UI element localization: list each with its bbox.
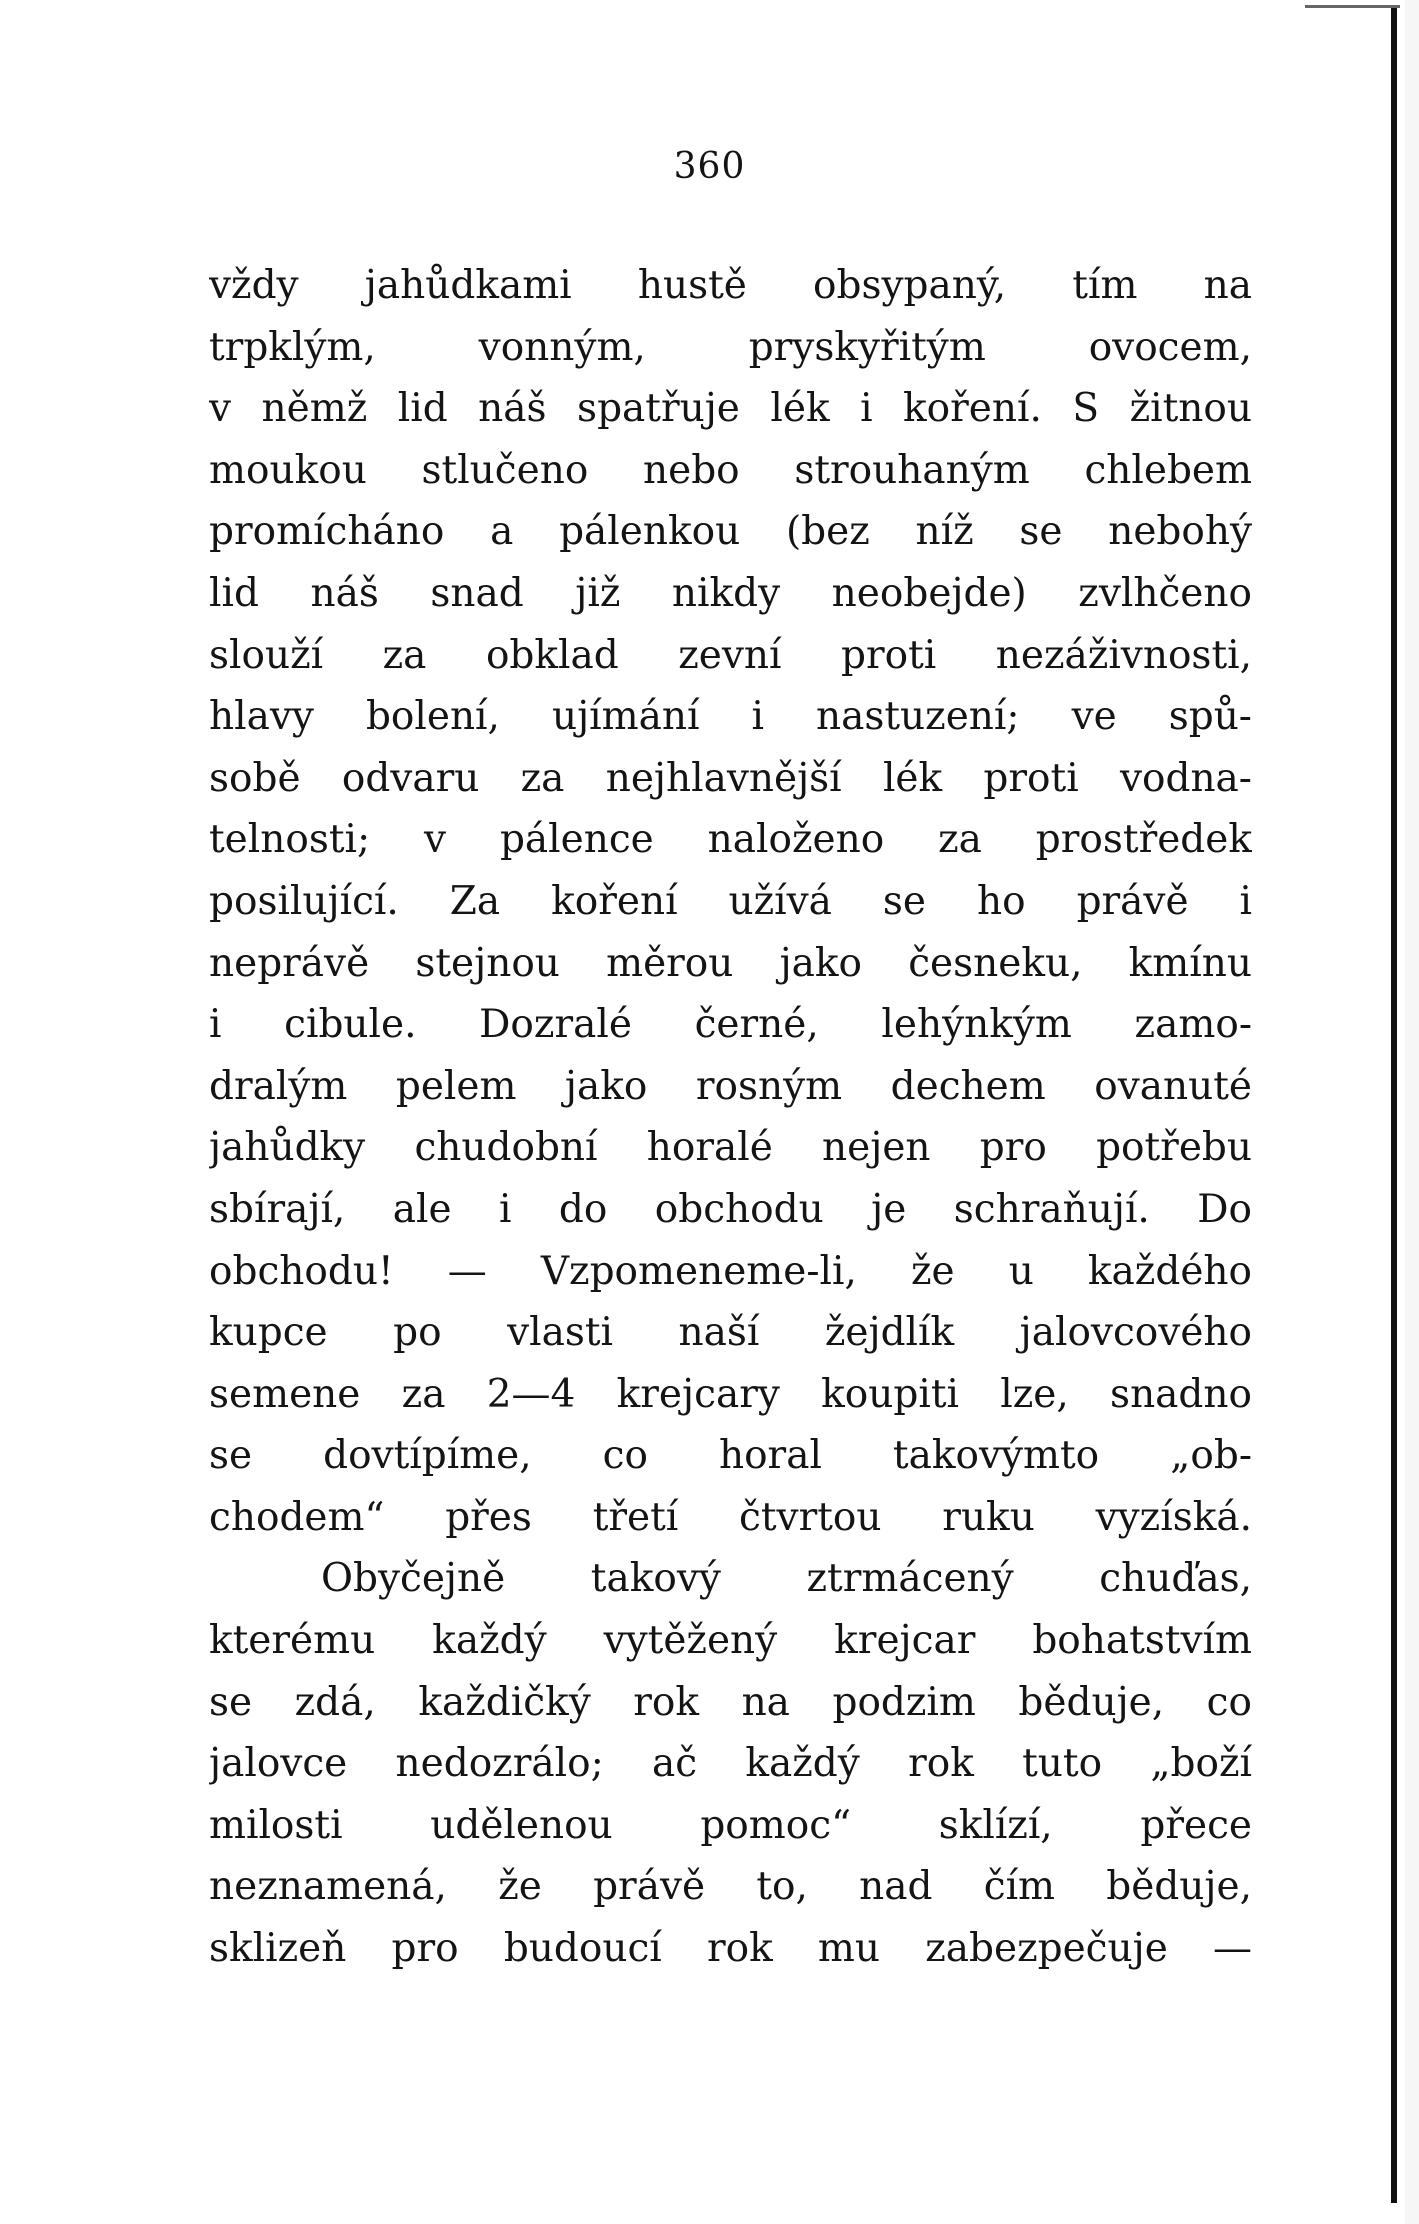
- text-line: neprávě stejnou měrou jako česneku, kmínu: [209, 940, 1252, 986]
- text-line: telnosti; v pálence naloženo za prostředek: [209, 817, 1252, 863]
- text-line: promícháno a pálenkou (bez níž se nebohý: [209, 509, 1252, 555]
- text-line: chodem“ přes třetí čtvrtou ruku vyzíská.: [209, 1494, 1252, 1540]
- text-line: semene za 2—4 krejcary koupiti lze, snadno: [209, 1371, 1252, 1417]
- text-line: vždy jahůdkami hustě obsypaný, tím na: [209, 263, 1252, 308]
- text-line: jalovce nedozrálo; ač každý rok tuto „boží: [209, 1741, 1252, 1787]
- body-text: [209, 255, 1252, 1980]
- page-number: 360: [673, 146, 746, 187]
- text-line: moukou stlučeno nebo strouhaným chlebem: [209, 447, 1252, 493]
- text-line: hlavy bolení, ujímání i nastuzení; ve spů-: [209, 694, 1252, 740]
- text-line: sobě odvaru za nejhlavnější lék proti vodna-: [209, 755, 1252, 801]
- text-line: slouží za obklad zevní proti nezáživnosti,: [209, 632, 1252, 678]
- text-line: se dovtípíme, co horal takovýmto „ob-: [209, 1433, 1252, 1479]
- text-line: kterému každý vytěžený krejcar bohatstvím: [209, 1618, 1252, 1664]
- text-line: kupce po vlasti naší žejdlík jalovcového: [209, 1310, 1252, 1356]
- text-line: lid náš snad již nikdy neobejde) zvlhčeno: [209, 570, 1252, 616]
- text-line: v němž lid náš spatřuje lék i koření. S žitnou: [209, 386, 1252, 432]
- text-line: neznamená, že právě to, nad čím běduje,: [209, 1864, 1252, 1910]
- text-line: milosti udělenou pomoc“ sklízí, přece: [209, 1802, 1252, 1848]
- text-line: posilující. Za koření užívá se ho právě i: [209, 878, 1252, 924]
- page-edge-line: [1391, 8, 1397, 2203]
- text-line: sklizeň pro budoucí rok mu zabezpečuje —: [209, 1926, 1252, 1972]
- paragraph-start-line: Obyčejně takový ztrmácený chuďas,: [321, 1556, 1252, 1602]
- page-edge: [1405, 0, 1419, 2224]
- text-line: obchodu! — Vzpomeneme-li, že u každého: [209, 1248, 1252, 1294]
- page-edge-top-line: [1305, 5, 1400, 8]
- text-line: sbírají, ale i do obchodu je schraňují. Do: [209, 1186, 1252, 1232]
- text-line: i cibule. Dozralé černé, lehýnkým zamo-: [209, 1002, 1252, 1048]
- text-line: se zdá, každičký rok na podzim běduje, co: [209, 1679, 1252, 1725]
- text-line: dralým pelem jako rosným dechem ovanuté: [209, 1063, 1252, 1109]
- text-line: jahůdky chudobní horalé nejen pro potřebu: [209, 1125, 1252, 1171]
- text-line: trpklým, vonným, pryskyřitým ovocem,: [209, 324, 1252, 370]
